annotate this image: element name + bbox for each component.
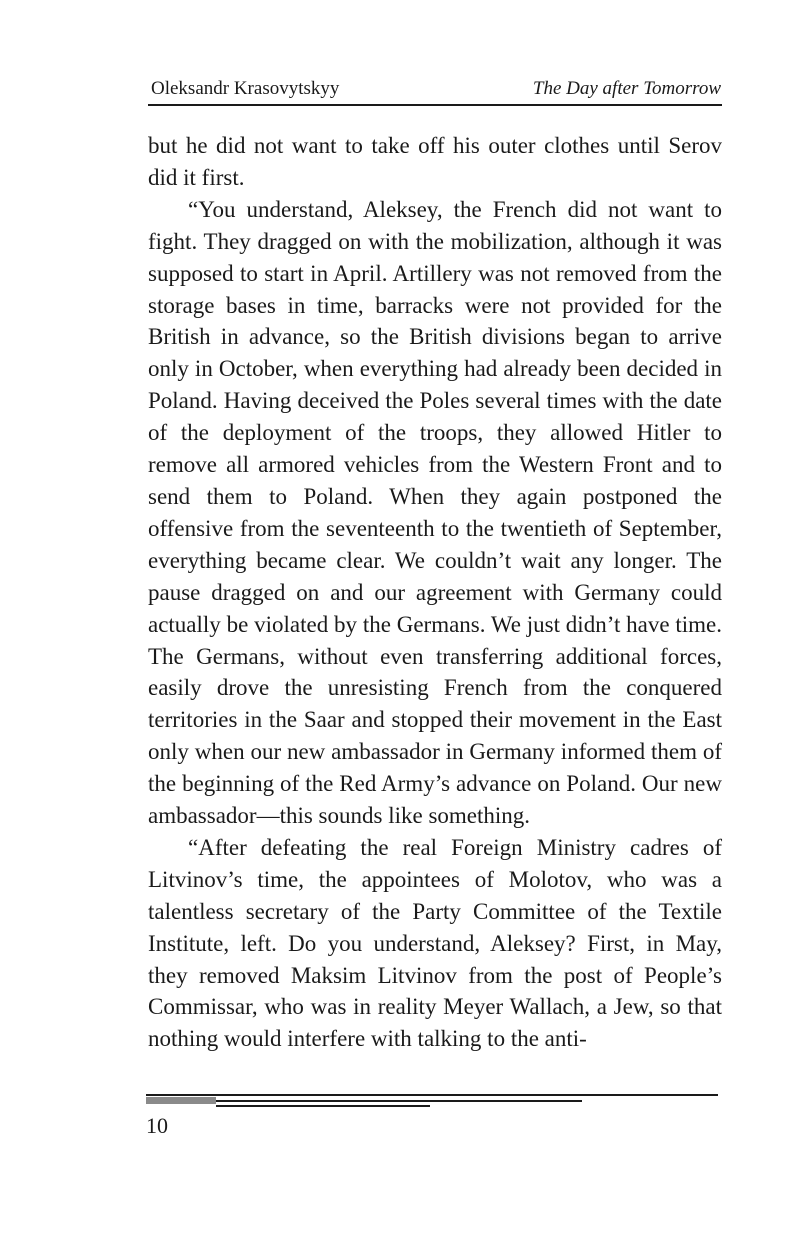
footer-rule-top (146, 1094, 718, 1096)
header-rule (148, 104, 722, 106)
footer-rule-middle (216, 1100, 582, 1102)
running-head-book-title: The Day after Tomorrow (532, 78, 721, 99)
footer-rule-bottom (216, 1105, 430, 1107)
page-number: 10 (146, 1113, 168, 1138)
footer-rule-gray-block (146, 1097, 216, 1104)
paragraph: “You understand, Aleksey, the French did not want to fight. They dragged on with the mobilization, although it was supposed to start in April. Artillery was not removed from the storage bases in time, barracks were not provided for the British in advance, so the British divisions began to arrive only in October, when everything had already been decided in Poland. Having deceived the Poles several times with the date of the deployment of the troops, they allowed Hitler to remove all armored vehicles from the Western Front and to send them to Poland. When they again postponed the offensive from the seventeenth to the twentieth of September, everything became clear. We couldn’t wait any longer. The pause dragged on and our agreement with Germany could actually be violated by the Germans. We just didn’t have time. The Germans, without even transferring additional forces, easily drove the unresisting French from the conquered territories in the Saar and stopped their movement in the East only when our new ambassador in Germany informed them of the beginning of the Red Army’s advance on Poland. Our new ambassador—this sounds like something. (148, 196, 722, 829)
running-head-author: Oleksandr Krasovytskyy (151, 78, 340, 99)
footer-ornament (146, 1094, 718, 1108)
paragraph: “After defeating the real Foreign Ministry cadres of Litvinov’s time, the appointees of Molotov, who was a talentless secretary of the Party Committee of the Textile Institute, left. Do you understand, Aleksey? First, in May, they removed Maksim Litvinov from the post of People’s Commissar, who was in reality Meyer Wallach, a Jew, so that nothing would interfere with talking to the anti- (148, 834, 722, 1052)
paragraph-continuation: but he did not want to take off his outer clothes until Serov did it first. (148, 133, 722, 190)
running-head (151, 76, 721, 102)
body-text (148, 130, 722, 1055)
